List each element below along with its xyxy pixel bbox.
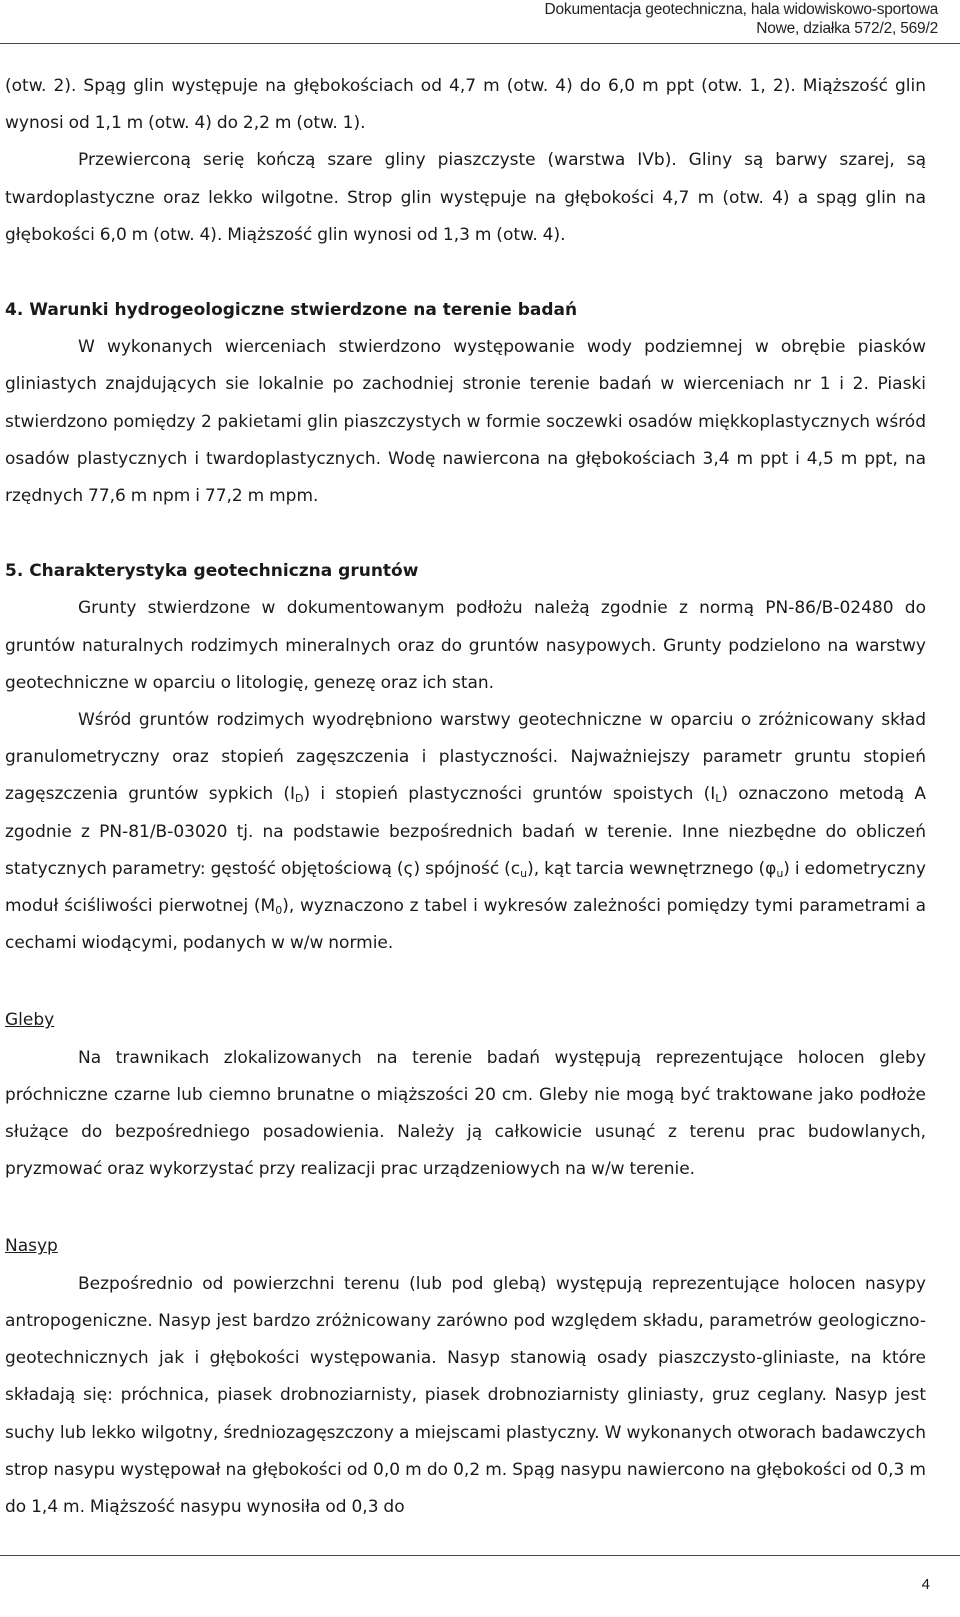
nasyp-paragraph: Bezpośrednio od powierzchni terenu (lub pod glebą) występują reprezentujące holocen nasypy antropogeniczne. Nasyp jest bardzo zróżnicowany zarówno pod względem składu, parametrów geologiczno-geotechnicznych jak i głębokości występowania. Nasyp stanowią osady piaszczysto-gliniaste, na które składają się: próchnica, piasek drobnoziarnisty, piasek drobnoziarnisty gliniasty, gruz ceglany. Nasyp jest suchy lub lekko wilgotny, średniozagęszczony a miejscami plastyczny. W wykonanych otworach badawczych strop nasypu występował na głębokości od 0,0 m do 0,2 m. Spąg nasypu nawiercono na głębokości od 0,3 m do 1,4 m. Miąższość nasypu wynosiła od 0,3 do	[5, 1273, 926, 1517]
section-5-paragraph-1: Grunty stwierdzone w dokumentowanym podłożu należą zgodnie z normą PN-86/B-02480 do gruntów naturalnych rodzimych mineralnych oraz do gruntów nasypowych. Grunty podzielono na warstwy geotechniczne w oparciu o litologię, genezę oraz ich stan.	[5, 598, 926, 693]
intro-paragraph-2: Przewierconą serię kończą szare gliny piaszczyste (warstwa IVb). Gliny są barwy szarej, są twardoplastyczne oraz lekko wilgotne. Strop glin występuje na głębokości 4,7 m (otw. 4) a spąg glin na głębokości 6,0 m (otw. 4). Miąższość glin wynosi od 1,3 m (otw. 4).	[5, 150, 926, 245]
header-document-title: Dokumentacja geotechniczna, hala widowiskowo-sportowa	[544, 1, 938, 18]
gleby-paragraph: Na trawnikach zlokalizowanych na terenie badań występują reprezentujące holocen gleby próchniczne czarne lub ciemno brunatne o miąższości 20 cm. Gleby nie mogą być traktowane jako podłoże służące do bezpośredniego posadowienia. Należy ją całkowicie usunąć z terenu prac budowlanych, pryzmować oraz wykorzystać przy realizacji prac urządzeniowych na w/w terenie.	[5, 1047, 926, 1180]
page-number: 4	[921, 1576, 930, 1593]
section-5-paragraph-2: Wśród gruntów rodzimych wyodrębniono warstwy geotechniczne w oparciu o zróżnicowany skład granulometryczny oraz stopień zagęszczenia i plastyczności. Najważniejszy parametr gruntu stopień zagęszczenia gruntów sypkich $(I_D)$ i stopień plastyczności gruntów spoistych $(I_L)$ oznaczono metodą A zgodnie z PN-81/B-03020 tj. na podstawie bezpośrednich badań w terenie. Inne niezbędne do obliczeń statycznych parametry: gęstość objętościową (ς) spójność $(c_u)$, kąt tarcia wewnętrznego $(\varphi_u)$ i edometryczny moduł ściśliwości pierwotnej $(M_0)$, wyznaczono z tabel i wykresów zależności pomiędzy tymi parametrami a cechami wiodącymi, podanych w w/w normie.	[5, 710, 926, 954]
nasyp-heading: Nasyp	[5, 1236, 58, 1257]
page-header	[0, 0, 960, 44]
footer-divider	[0, 1555, 960, 1556]
section-4-paragraph: W wykonanych wierceniach stwierdzono występowanie wody podziemnej w obrębie piasków gliniastych znajdujących sie lokalnie po zachodniej stronie terenie badań w wierceniach nr 1 i 2. Piaski stwierdzono pomiędzy 2 pakietami glin piaszczystych w formie soczewki osadów miękkoplastycznych wśród osadów plastycznych i twardoplastycznych. Wodę nawiercona na głębokościach 3,4 m ppt i 4,5 m ppt, na rzędnych 77,6 m npm i 77,2 m mpm.	[5, 337, 926, 507]
section-5-heading: 5. Charakterystyka geotechniczna gruntów	[5, 561, 419, 582]
header-location: Nowe, działka 572/2, 569/2	[756, 20, 938, 37]
intro-paragraph-1: (otw. 2). Spąg glin występuje na głębokościach od 4,7 m (otw. 4) do 6,0 m ppt (otw. 1, 2). Miąższość glin wynosi od 1,1 m (otw. 4) do 2,2 m (otw. 1).	[5, 76, 926, 134]
gleby-heading: Gleby	[5, 1010, 55, 1031]
document-body	[5, 68, 926, 1526]
section-4-heading: 4. Warunki hydrogeologiczne stwierdzone na terenie badań	[5, 300, 578, 321]
